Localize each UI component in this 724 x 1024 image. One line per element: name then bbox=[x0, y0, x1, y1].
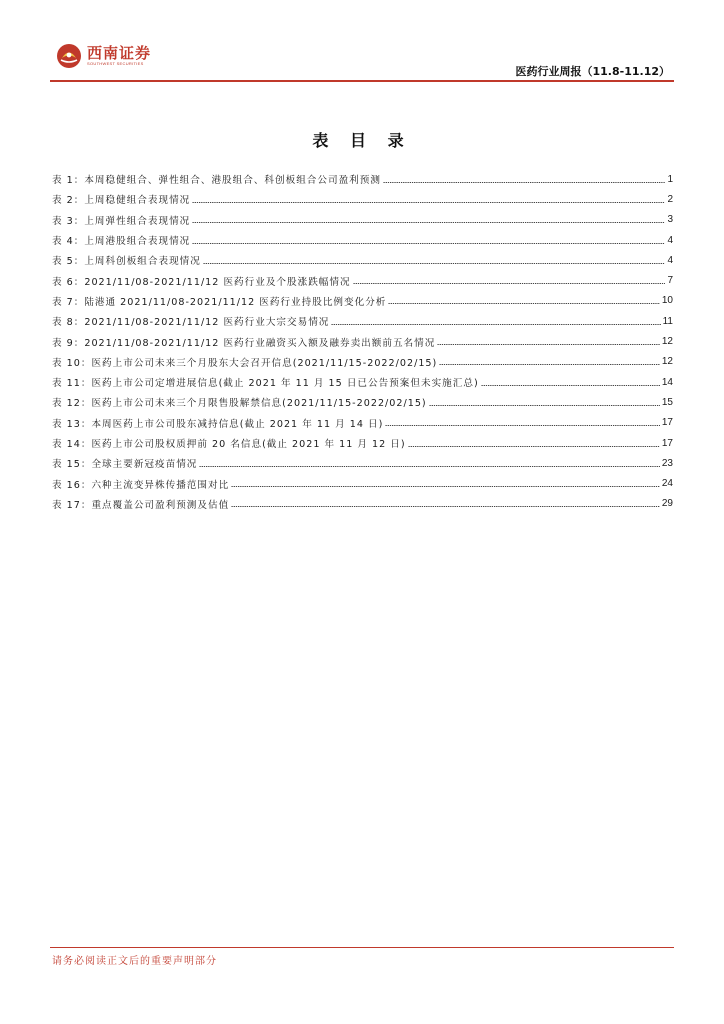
toc-entry-page[interactable]: 4 bbox=[667, 234, 673, 246]
company-logo-icon bbox=[56, 43, 82, 69]
toc-entry[interactable] bbox=[52, 169, 673, 189]
toc-leader-dots bbox=[481, 385, 660, 386]
toc-leader-dots bbox=[331, 324, 660, 325]
toc-entry-page[interactable]: 7 bbox=[667, 275, 673, 287]
toc-entry[interactable] bbox=[52, 270, 673, 290]
toc-entry-page[interactable]: 2 bbox=[667, 193, 673, 205]
footer-divider bbox=[50, 947, 674, 948]
toc-title: 表 目 录 bbox=[312, 131, 412, 150]
toc-entry[interactable] bbox=[52, 291, 673, 311]
page-header bbox=[0, 0, 724, 82]
toc-entry[interactable] bbox=[52, 352, 673, 372]
toc-leader-dots bbox=[353, 283, 666, 284]
toc-leader-dots bbox=[408, 446, 660, 447]
toc-entry-page[interactable]: 24 bbox=[661, 478, 673, 490]
toc-entry-page[interactable]: 29 bbox=[661, 498, 673, 510]
toc-entry-page[interactable]: 10 bbox=[661, 295, 673, 307]
toc-entry-page[interactable]: 11 bbox=[662, 315, 673, 327]
toc-entry-label[interactable]: 表 9：2021/11/08-2021/11/12 医药行业融资买入额及融券卖出额前五名情况 bbox=[52, 337, 436, 349]
toc-leader-dots bbox=[388, 303, 659, 304]
toc-leader-dots bbox=[383, 182, 665, 183]
toc-entry-page[interactable]: 12 bbox=[661, 336, 673, 348]
toc-entry[interactable] bbox=[52, 473, 673, 493]
toc-entry[interactable] bbox=[52, 433, 673, 453]
toc-leader-dots bbox=[199, 466, 659, 467]
report-title: 医药行业周报（11.8-11.12） bbox=[515, 65, 670, 78]
toc-entry[interactable] bbox=[52, 250, 673, 270]
toc-entry[interactable] bbox=[52, 311, 673, 331]
logo-english-name: SOUTHWEST SECURITIES bbox=[87, 61, 144, 66]
toc-leader-dots bbox=[231, 486, 660, 487]
toc-entry-page[interactable]: 14 bbox=[661, 376, 673, 388]
toc-entry-page[interactable]: 3 bbox=[667, 214, 673, 226]
toc-leader-dots bbox=[429, 405, 660, 406]
toc-entry-label[interactable]: 表 7：陆港通 2021/11/08-2021/11/12 医药行业持股比例变化分析 bbox=[52, 296, 387, 308]
toc-entry-label[interactable]: 表 8：2021/11/08-2021/11/12 医药行业大宗交易情况 bbox=[52, 317, 330, 329]
toc-entry-page[interactable]: 23 bbox=[661, 457, 673, 469]
toc-entry-label[interactable]: 表 2：上周稳健组合表现情况 bbox=[52, 195, 191, 207]
company-logo bbox=[56, 43, 151, 69]
toc-entry[interactable] bbox=[52, 413, 673, 433]
toc-entry-label[interactable]: 表 1：本周稳健组合、弹性组合、港股组合、科创板组合公司盈利预测 bbox=[52, 175, 381, 187]
footer-disclaimer: 请务必阅读正文后的重要声明部分 bbox=[52, 956, 217, 967]
toc-entry-label[interactable]: 表 16：六种主流变异株传播范围对比 bbox=[52, 479, 230, 491]
toc-entry-label[interactable]: 表 14：医药上市公司股权质押前 20 名信息(截止 2021 年 11 月 12 日) bbox=[52, 439, 406, 450]
toc-entry[interactable] bbox=[52, 230, 673, 250]
toc-entry[interactable] bbox=[52, 189, 673, 209]
toc-leader-dots bbox=[439, 364, 660, 365]
toc-entry[interactable] bbox=[52, 331, 673, 351]
table-of-contents bbox=[52, 169, 673, 514]
toc-leader-dots bbox=[192, 243, 665, 244]
toc-entry-label[interactable]: 表 15：全球主要新冠疫苗情况 bbox=[52, 459, 198, 471]
toc-entry-page[interactable]: 12 bbox=[661, 356, 673, 368]
toc-leader-dots bbox=[203, 263, 666, 264]
toc-entry-page[interactable]: 4 bbox=[667, 254, 673, 266]
toc-entry-page[interactable]: 15 bbox=[661, 396, 673, 408]
toc-entry-label[interactable]: 表 3：上周弹性组合表现情况 bbox=[52, 215, 191, 227]
toc-entry[interactable] bbox=[52, 494, 673, 514]
toc-entry-label[interactable]: 表 13：本周医药上市公司股东减持信息(截止 2021 年 11 月 14 日) bbox=[52, 418, 384, 430]
toc-entry[interactable] bbox=[52, 372, 673, 392]
toc-leader-dots bbox=[437, 344, 660, 345]
toc-entry-label[interactable]: 表 17：重点覆盖公司盈利预测及估值 bbox=[52, 499, 230, 511]
toc-entry-label[interactable]: 表 11：医药上市公司定增进展信息(截止 2021 年 11 月 15 日已公告预案但未实施汇总) bbox=[52, 378, 479, 390]
toc-entry-label[interactable]: 表 4：上周港股组合表现情况 bbox=[52, 236, 191, 248]
toc-entry-page[interactable]: 17 bbox=[661, 437, 673, 449]
toc-entry-page[interactable]: 1 bbox=[667, 173, 673, 185]
toc-entry-label[interactable]: 表 12：医药上市公司未来三个月限售股解禁信息(2021/11/15-2022/02/15) bbox=[52, 398, 427, 410]
logo-chinese-name: 西南证券 bbox=[87, 44, 152, 62]
toc-entry-page[interactable]: 17 bbox=[661, 417, 673, 429]
toc-entry[interactable] bbox=[52, 210, 673, 230]
toc-leader-dots bbox=[231, 506, 660, 507]
toc-entry[interactable] bbox=[52, 453, 673, 473]
toc-entry[interactable] bbox=[52, 392, 673, 412]
toc-entry-label[interactable]: 表 10：医药上市公司未来三个月股东大会召开信息(2021/11/15-2022/02/15) bbox=[52, 357, 438, 369]
toc-entry-label[interactable]: 表 6：2021/11/08-2021/11/12 医药行业及个股涨跌幅情况 bbox=[52, 276, 351, 288]
toc-entry-label[interactable]: 表 5：上周科创板组合表现情况 bbox=[52, 256, 201, 268]
toc-leader-dots bbox=[192, 202, 665, 203]
toc-leader-dots bbox=[192, 222, 665, 223]
header-divider bbox=[50, 80, 674, 82]
toc-leader-dots bbox=[385, 425, 660, 426]
